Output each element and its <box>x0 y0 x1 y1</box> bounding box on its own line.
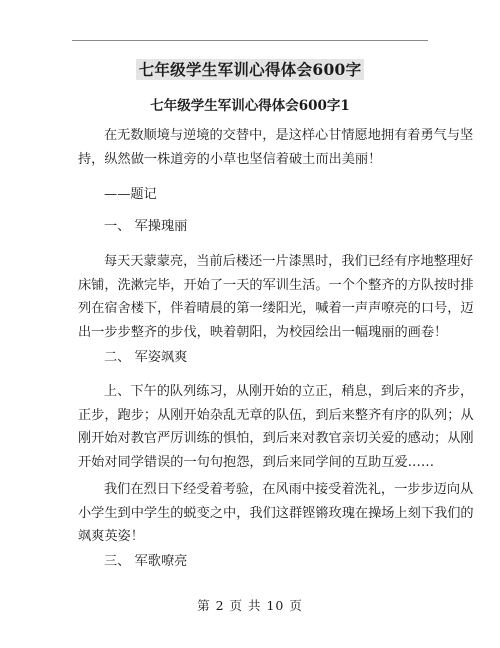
paragraph-line: 每天天蒙蒙亮，当前后楼还一片漆黑时，我们已经有序地整理好 <box>104 254 474 269</box>
document-title-text: 七年级学生军训心得体会600字 <box>136 59 365 80</box>
paragraph-line: 正步，跑步；从刚开始杂乱无章的队伍，到后来整齐有序的队列；从 <box>78 407 474 423</box>
section-2-paragraph <box>78 380 474 474</box>
epigraph-text: ——题记 <box>104 187 157 202</box>
paragraph-line: 小学生到中学生的蜕变之中，我们这群铿锵玫瑰在操场上刻下我们的 <box>78 505 474 521</box>
section-heading-text: 三、 军歌嘹亮 <box>104 554 188 569</box>
paragraph-line: 持，纵然做一株道旁的小草也坚信着破土而出美丽！ <box>78 151 382 167</box>
paragraph-line: 上、下午的队列练习，从刚开始的立正，稍息，到后来的齐步， <box>104 384 474 399</box>
paragraph-line: 我们在烈日下经受着考验，在风雨中接受着洗礼，一步步迈向从 <box>104 482 474 497</box>
page-footer: 第 2 页 共 10 页 <box>197 598 303 613</box>
section-1-paragraph <box>78 250 474 344</box>
section-heading-3 <box>78 550 426 574</box>
section-heading-1 <box>78 215 426 239</box>
paragraph-line: 飒爽英姿！ <box>78 529 144 544</box>
section-heading-text: 二、 军姿飒爽 <box>104 350 188 365</box>
section-heading-text: 一、 军操瑰丽 <box>104 219 188 234</box>
section-2-paragraph-2 <box>78 478 474 549</box>
paragraph-line: 刚开始对教官严厉训练的惧怕，到后来对教官亲切关爱的感动；从刚 <box>78 431 474 446</box>
document-title <box>0 58 500 80</box>
header-rule <box>72 40 428 41</box>
paragraph-line: 在无数顺境与逆境的交替中，是这样心甘情愿地拥有着勇气与坚 <box>104 128 474 143</box>
essay-subtitle: 七年级学生军训心得体会600字1 <box>150 98 350 114</box>
paragraph-line: 开始对同学错误的一句句抱怨，到后来同学间的互助互爱…… <box>78 454 435 470</box>
intro-paragraph <box>78 124 474 171</box>
epigraph <box>78 183 426 207</box>
paragraph-line: 床铺，洗漱完毕，开始了一天的军训生活。一个个整齐的方队按时排 <box>78 277 474 293</box>
paragraph-line: 列在宿舍楼下，伴着晴晨的第一缕阳光，喊着一声声嘹亮的口号，迈 <box>78 301 474 316</box>
paragraph-line: 出一步步整齐的步伐，映着朝阳，为校园绘出一幅瑰丽的画卷！ <box>78 324 448 340</box>
section-heading-2 <box>78 346 426 370</box>
